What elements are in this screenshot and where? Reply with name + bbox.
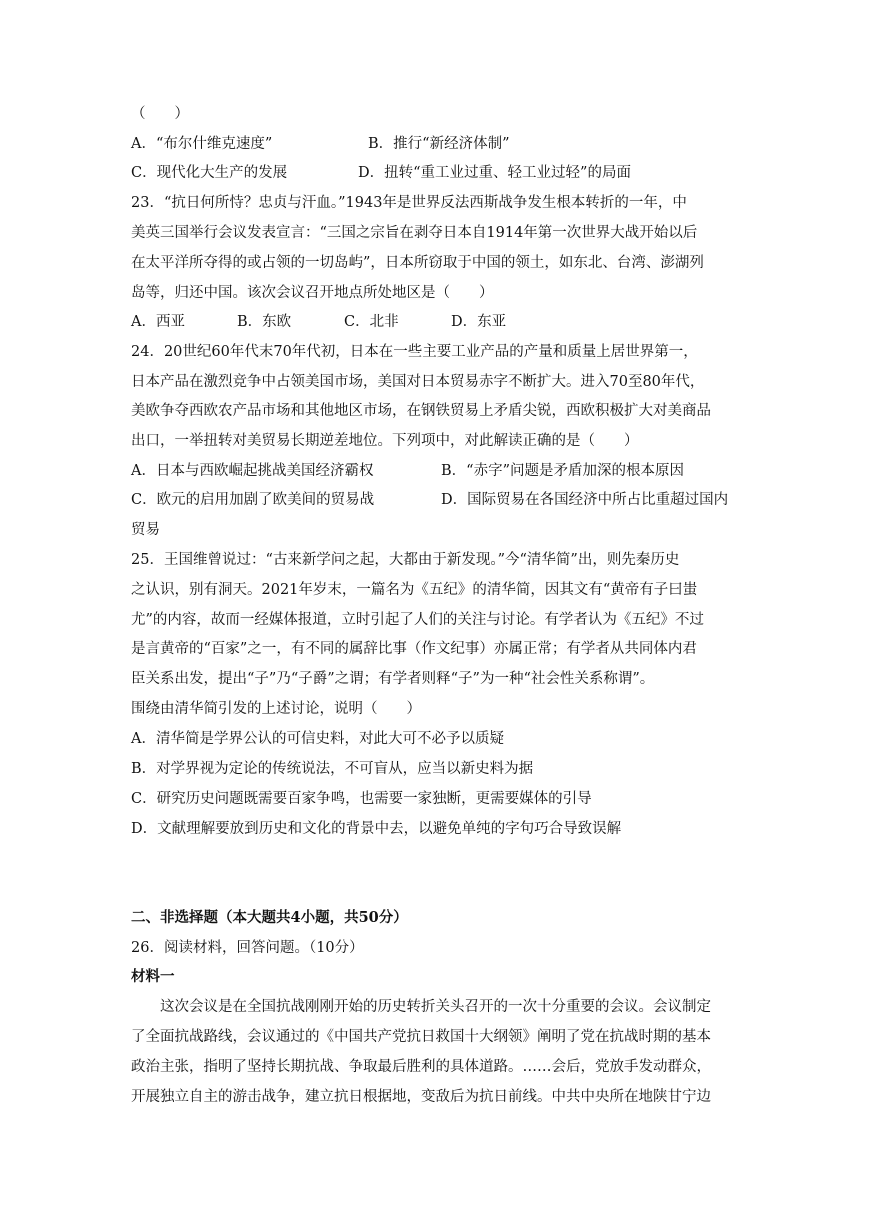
q24-line: 日本产品在激烈竞争中占领美国市场，美国对日本贸易赤字不断扩大。进入70至80年代， <box>131 374 705 390</box>
q24-option-b: B．“赤字”问题是矛盾加深的根本原因 <box>441 463 684 479</box>
q26-prompt: 26．阅读材料，回答问题。（10分） <box>131 940 364 956</box>
q24-option-d-continuation: 贸易 <box>131 522 160 538</box>
q25-line: 围绕由清华简引发的上述讨论，说明（ ） <box>131 701 421 717</box>
q24-line: 美欧争夺西欧农产品市场和其他地区市场，在钢铁贸易上矛盾尖锐，西欧积极扩大对美商品 <box>131 403 711 419</box>
q24-option-c: C．欧元的启用加剧了欧美间的贸易战 <box>131 492 375 508</box>
material-line: 政治主张，指明了坚持长期抗战、争取最后胜利的具体道路。……会后，党放手发动群众， <box>131 1059 711 1075</box>
material-line: 这次会议是在全国抗战刚刚开始的历史转折关头召开的一次十分重要的会议。会议制定 <box>160 999 711 1015</box>
q25-line: 尤”的内容，故而一经媒体报道，立时引起了人们的关注与讨论。有学者认为《五纪》不过 <box>131 612 704 628</box>
q23-option-b: B．东欧 <box>237 314 292 330</box>
q22-option-d: D．扭转“重工业过重、轻工业过轻”的局面 <box>358 165 631 181</box>
q25-line: 臣关系出发，提出“子”乃“子爵”之谓；有学者则释“子”为一种“社会性关系称谓”。 <box>131 671 655 687</box>
q25-line: 25．王国维曾说过：“古来新学问之起，大都由于新发现。”今“清华简”出，则先秦历史 <box>131 552 680 568</box>
section-heading: 二、非选择题（本大题共4小题，共50分） <box>131 909 408 926</box>
q22-option-b: B．推行“新经济体制” <box>368 136 510 152</box>
q23-option-c: C．北非 <box>344 314 399 330</box>
q24-line: 出口，一举扭转对美贸易长期逆差地位。下列项中，对此解读正确的是（ ） <box>131 433 639 449</box>
material-label: 材料一 <box>131 968 175 985</box>
q25-option-a: A．清华简是学界公认的可信史料，对此大可不必予以质疑 <box>131 731 504 747</box>
q25-option-d: D．文献理解要放到历史和文化的背景中去，以避免单纯的字句巧合导致误解 <box>131 821 622 837</box>
q23-line: 23．“抗日何所恃？忠贞与汗血。”1943年是世界反法西斯战争发生根本转折的一年，中 <box>131 195 687 211</box>
q25-line: 是言黄帝的“百家”之一，有不同的属辞比事（作文纪事）亦属正常；有学者从共同体内君 <box>131 641 697 657</box>
q23-line: 美英三国举行会议发表宣言：“三国之宗旨在剥夺日本自1914年第一次世界大战开始以后 <box>131 225 698 241</box>
q25-option-c: C．研究历史问题既需要百家争鸣，也需要一家独断，更需要媒体的引导 <box>131 791 592 807</box>
q25-line: 之认识，别有洞天。2021年岁末，一篇名为《五纪》的清华简，因其文有“黄帝有子曰蚩 <box>131 582 698 598</box>
q23-option-a: A．西亚 <box>131 314 185 330</box>
q24-line: 24．20世纪60年代末70年代初，日本在一些主要工业产品的产量和质量上居世界第一， <box>131 344 698 360</box>
q23-option-d: D．东亚 <box>451 314 507 330</box>
q23-line: 岛等，归还中国。该次会议召开地点所处地区是（ ） <box>131 285 494 301</box>
answer-bracket: （ ） <box>131 106 189 122</box>
q24-option-d: D．国际贸易在各国经济中所占比重超过国内 <box>441 492 729 508</box>
q22-option-a: A．“布尔什维克速度” <box>131 136 273 152</box>
material-line: 了全面抗战路线，会议通过的《中国共产党抗日救国十大纲领》阐明了党在抗战时期的基本 <box>131 1029 711 1045</box>
q25-option-b: B．对学界视为定论的传统说法，不可盲从，应当以新史料为据 <box>131 761 534 777</box>
material-line: 开展独立自主的游击战争，建立抗日根据地，变敌后为抗日前线。中共中央所在地陕甘宁边 <box>131 1089 711 1105</box>
q24-option-a: A．日本与西欧崛起挑战美国经济霸权 <box>131 463 374 479</box>
q23-line: 在太平洋所夺得的或占领的一切岛屿”，日本所窃取于中国的领土，如东北、台湾、澎湖列 <box>131 255 704 271</box>
q22-option-c: C．现代化大生产的发展 <box>131 165 288 181</box>
